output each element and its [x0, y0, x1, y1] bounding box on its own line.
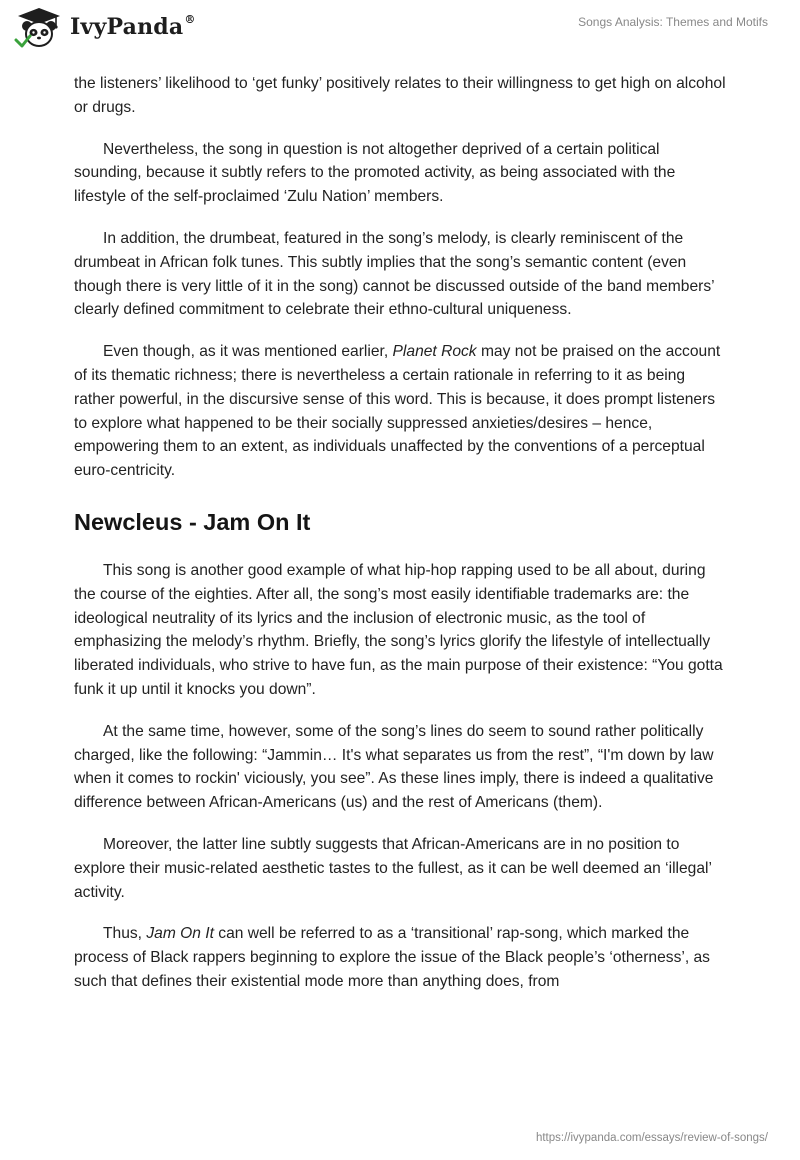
paragraph: In addition, the drumbeat, featured in the song’s melody, is clearly reminiscent of the drumbeat in African folk tunes. This subtly implies that the song’s semantic content (even though there is very little of it in the song) cannot be discussed outside of the band members’ clearly defined commitment to celebrate their ethno-cultural uniqueness. — [74, 229, 714, 319]
paragraph: Thus, Jam On It can well be referred to as a ‘transitional’ rap-song, which marked the process of Black rappers beginning to explore the issue of the Black people’s ‘otherness’, as such that defines their existential mode more than anything does, from — [74, 925, 710, 990]
song-title-planet-rock: Planet Rock — [392, 343, 477, 361]
brand-name: IvyPanda® — [70, 12, 196, 40]
paragraph: This song is another good example of what hip-hop rapping used to be all about, during the course of the eighties. After all, the song’s most easily identifiable trademarks are: the ideological neutrality of its lyrics and the inclusion of electronic music, as the tool of emphasizing the melody’s rhythm. Briefly, the song’s lyrics glorify the lifestyle of intellectually liberated individuals, who strive to have fun, as the main purpose of their existence: “You gotta funk it up until it knocks you down”. — [74, 561, 723, 698]
paragraph: Moreover, the latter line subtly suggests that African-Americans are in no position to explore their music-related aesthetic tastes to the fullest, as it can be well deemed an ‘illegal’ activity. — [74, 835, 712, 901]
section-heading: Newcleus - Jam On It — [74, 508, 311, 535]
page-header — [0, 0, 800, 70]
song-title-jam-on-it: Jam On It — [146, 925, 214, 943]
footer-url[interactable]: https://ivypanda.com/essays/review-of-songs/ — [535, 1132, 768, 1144]
document-title: Songs Analysis: Themes and Motifs — [578, 15, 768, 29]
paragraph-continued: the listeners’ likelihood to ‘get funky’ positively relates to their willingness to get high on alcohol or drugs. — [74, 75, 726, 116]
paragraph: Nevertheless, the song in question is not altogether deprived of a certain political sounding, because it subtly refers to the promoted activity, as being associated with the lifestyle of the self-proclaimed ‘Zulu Nation’ members. — [74, 140, 676, 206]
paragraph: At the same time, however, some of the song’s lines do seem to sound rather politically charged, like the following: “Jammin… It's what separates us from the rest”, “I'm down by law when it comes to rockin' viciously, you see”. As these lines imply, there is indeed a qualitative difference between African-Americans (us) and the rest of Americans (them). — [74, 722, 714, 812]
panda-graduate-icon — [14, 6, 64, 50]
paragraph: Even though, as it was mentioned earlier, Planet Rock may not be praised on the account of its thematic richness; there is nevertheless a certain rationale in referring to it as being rather powerful, in the discursive sense of this word. This is because, it does prompt listeners to explore what happened to be their socially suppressed anxieties/desires – hence, empowering them to an extent, as individuals unaffected by the conventions of a perceptual euro-centricity. — [74, 343, 721, 480]
brand-logo[interactable] — [14, 6, 196, 50]
article-body — [74, 72, 730, 1012]
